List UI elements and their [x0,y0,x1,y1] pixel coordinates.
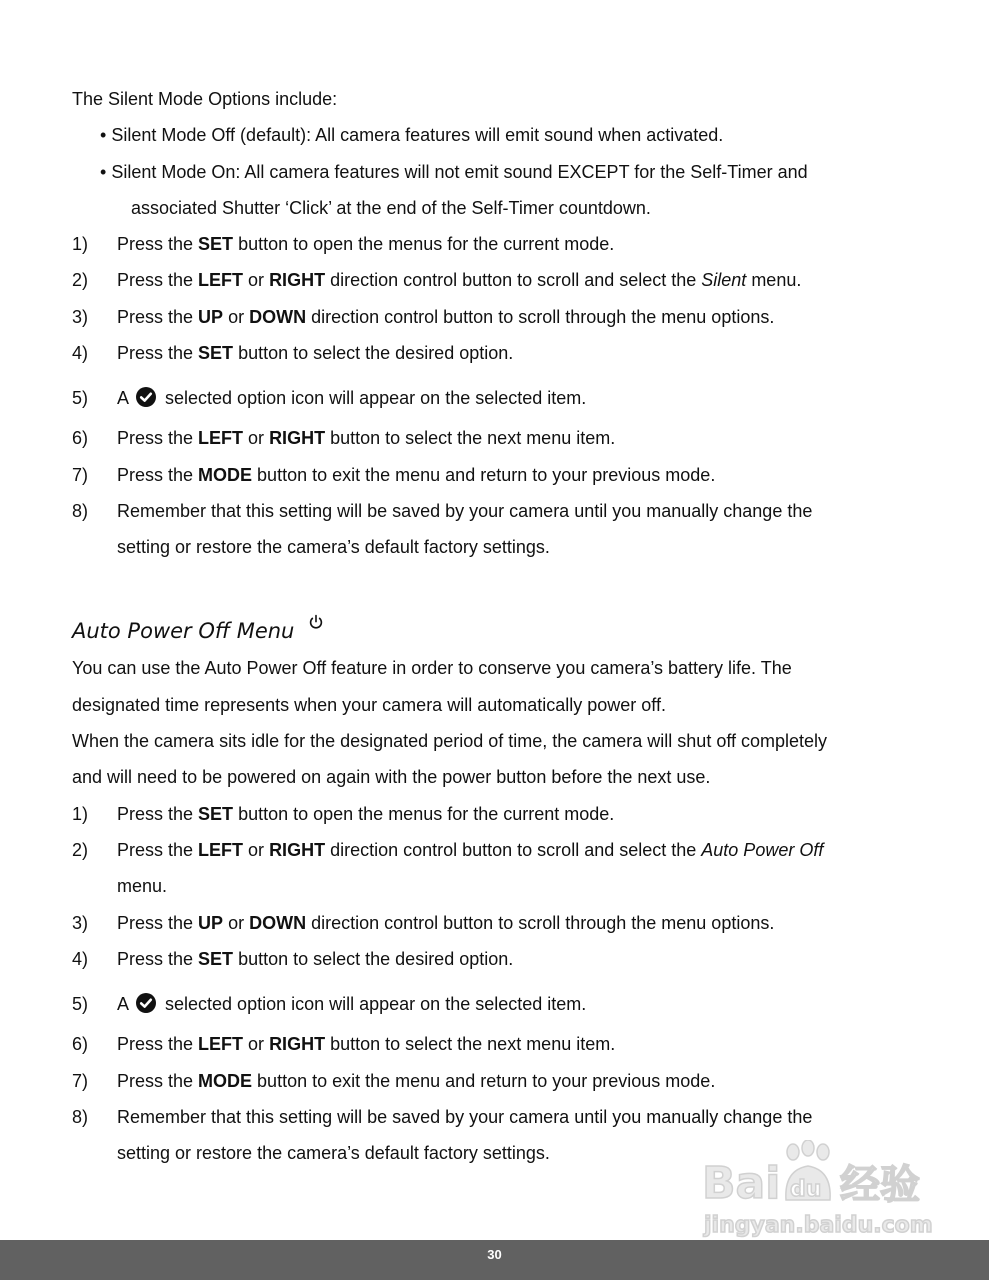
step-number: 5) [72,388,89,408]
step-number: 1) [72,804,89,824]
step-number: 3) [72,307,89,327]
step-number: 7) [72,1071,89,1091]
auto-power-step-6: Press the LEFT or RIGHT button to select the next menu item. [117,1034,616,1054]
step-number: 6) [72,1034,89,1054]
auto-power-para-2-continued: and will need to be powered on again with the power button before the next use. [72,767,711,787]
svg-text:jingyan.baidu.com: jingyan.baidu.com [704,1213,933,1238]
auto-power-step-5: A selected option icon will appear on the selected item. [117,994,587,1014]
power-icon [308,614,324,630]
auto-power-step-2-continued: menu. [117,876,168,896]
silent-step-6: Press the LEFT or RIGHT button to select the next menu item. [117,428,616,448]
auto-power-para-2: When the camera sits idle for the designated period of time, the camera will shut off completely [72,731,828,751]
svg-text:Bai: Bai [702,1158,781,1209]
auto-power-step-4: Press the SET button to select the desired option. [117,949,514,969]
step-number: 7) [72,465,89,485]
auto-power-step-3: Press the UP or DOWN direction control button to scroll through the menu options. [117,913,775,933]
auto-power-para-1: You can use the Auto Power Off feature in order to conserve you camera’s battery life. The [72,658,792,678]
silent-step-1: Press the SET button to open the menus for the current mode. [117,234,615,254]
step-number: 5) [72,994,89,1014]
auto-power-step-8: Remember that this setting will be saved by your camera until you manually change the [117,1107,813,1127]
auto-power-step-2: Press the LEFT or RIGHT direction control button to scroll and select the Auto Power Off [117,840,824,860]
step-number: 3) [72,913,89,933]
step-number: 1) [72,234,89,254]
silent-step-8-continued: setting or restore the camera’s default factory settings. [117,537,550,557]
auto-power-para-1-continued: designated time represents when your camera will automatically power off. [72,695,666,715]
svg-text:du: du [790,1177,822,1202]
silent-bullet-off: • Silent Mode Off (default): All camera features will emit sound when activated. [100,125,724,145]
svg-text:经验: 经验 [840,1162,920,1208]
page-footer [0,1240,989,1280]
auto-power-step-8-continued: setting or restore the camera’s default factory settings. [117,1143,550,1163]
checkmark-icon [136,387,156,407]
silent-step-5: A selected option icon will appear on the selected item. [117,388,587,408]
baidu-watermark-logo [700,1140,935,1238]
silent-bullet-on-continued: associated Shutter ‘Click’ at the end of the Self-Timer countdown. [131,198,651,218]
silent-intro: The Silent Mode Options include: [72,89,338,109]
silent-step-8: Remember that this setting will be saved by your camera until you manually change the [117,501,813,521]
silent-step-3: Press the UP or DOWN direction control button to scroll through the menu options. [117,307,775,327]
auto-power-off-heading: Auto Power Off Menu [72,614,324,644]
checkmark-icon [136,993,156,1013]
step-number: 4) [72,949,89,969]
step-number: 8) [72,501,89,521]
auto-power-step-1: Press the SET button to open the menus for the current mode. [117,804,615,824]
silent-step-4: Press the SET button to select the desired option. [117,343,514,363]
silent-step-2: Press the LEFT or RIGHT direction control button to scroll and select the Silent menu. [117,270,802,290]
step-number: 6) [72,428,89,448]
silent-bullet-on: • Silent Mode On: All camera features will not emit sound EXCEPT for the Self-Timer and [100,162,808,182]
silent-step-7: Press the MODE button to exit the menu and return to your previous mode. [117,465,716,485]
auto-power-step-7: Press the MODE button to exit the menu and return to your previous mode. [117,1071,716,1091]
step-number: 2) [72,840,89,860]
page-number: 30 [487,1247,502,1262]
step-number: 8) [72,1107,89,1127]
step-number: 4) [72,343,89,363]
step-number: 2) [72,270,89,290]
